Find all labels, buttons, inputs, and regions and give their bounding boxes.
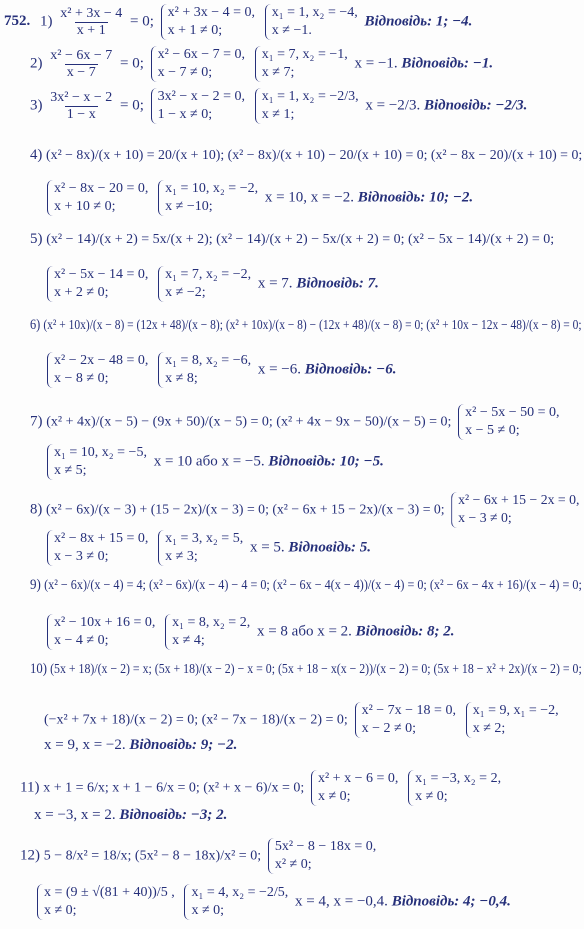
system bbox=[165, 614, 250, 650]
system bbox=[158, 266, 251, 302]
system-line: x − 4 ≠ 0; bbox=[54, 633, 109, 648]
system-line: x² − 6x + 15 − 2x = 0, bbox=[458, 493, 580, 508]
system bbox=[47, 530, 148, 566]
system-line: x₁ = 10, x₂ = −5, bbox=[54, 445, 147, 460]
system-line: x ≠ 8; bbox=[165, 371, 198, 386]
answer: Відповідь: −3; 2. bbox=[119, 807, 228, 823]
system-line: x² − 8x + 15 = 0, bbox=[54, 531, 149, 546]
system-line: x − 8 ≠ 0; bbox=[54, 371, 109, 386]
problem-12 bbox=[20, 838, 379, 874]
system bbox=[37, 884, 175, 920]
system-line: x² − 7x − 18 = 0, bbox=[361, 703, 456, 718]
item-label: 4) bbox=[30, 147, 43, 163]
denominator: x + 1 bbox=[76, 22, 106, 38]
system-line: x₁ = 10, x₂ = −2, bbox=[165, 181, 259, 196]
problem-6 bbox=[30, 318, 582, 333]
result: x = −3, x = 2. bbox=[34, 807, 116, 823]
result: x = 10, x = −2. bbox=[264, 189, 354, 206]
system-line: x² ≠ 0; bbox=[274, 857, 312, 872]
answer: Відповідь: 1; −4. bbox=[364, 13, 473, 30]
result: x = 9, x = −2. bbox=[44, 737, 126, 753]
result: x = 5. bbox=[249, 539, 285, 556]
answer: Відповідь: −2/3. bbox=[423, 97, 528, 114]
system-line: 1 − x ≠ 0; bbox=[157, 107, 213, 122]
system-line: x² − 8x − 20 = 0, bbox=[54, 181, 149, 196]
system-line: x₁ = −3, x₂ = 2, bbox=[415, 771, 502, 786]
problem-12-systems bbox=[34, 884, 511, 920]
system-line: x² + x − 6 = 0, bbox=[317, 771, 399, 786]
equation-line: (x² − 14)/(x + 2) = 5x/(x + 2); (x² − 14)/(x + 2) − 5x/(x + 2) = 0; (x² − 5x − 14)/(x + 2) = 0; bbox=[46, 232, 555, 247]
problem-8 bbox=[30, 492, 582, 528]
system-line: x² − 5x − 14 = 0, bbox=[54, 267, 149, 282]
system bbox=[408, 770, 501, 806]
item-label: 11) bbox=[20, 779, 40, 796]
system-line: x₁ = 4, x₂ = −2/5, bbox=[191, 885, 289, 900]
problem-8-systems bbox=[44, 530, 371, 566]
numerator: x² − 6x − 7 bbox=[50, 47, 113, 63]
system bbox=[151, 88, 245, 124]
system-line: x ≠ 0; bbox=[44, 903, 77, 918]
system bbox=[458, 404, 559, 440]
system bbox=[311, 770, 398, 806]
system bbox=[158, 530, 243, 566]
result: x = 4, x = −0,4. bbox=[295, 893, 388, 910]
system-line: x₁ = 8, x₂ = 2, bbox=[172, 615, 251, 630]
equals: = 0; bbox=[120, 55, 144, 72]
problem-10-line2 bbox=[44, 702, 562, 738]
system-line: x ≠ −1. bbox=[271, 23, 312, 38]
equation-line: (x² − 8x)/(x + 10) = 20/(x + 10); (x² − 8x)/(x + 10) − 20/(x + 10) = 0; (x² − 8x − 20)/(x + 10) = 0; bbox=[46, 148, 583, 163]
system-line: x − 2 ≠ 0; bbox=[361, 721, 417, 736]
equation-line: (x² + 10x)/(x − 8) = (12x + 48)/(x − 8); (x² + 10x)/(x − 8) − (12x + 48)/(x − 8) = 0; (x² + 10x − 12x − 48)/(x − 8) = 0; bbox=[43, 318, 582, 333]
system-line: x ≠ 1; bbox=[261, 107, 295, 122]
system-line: x₁ = 7, x₂ = −2, bbox=[165, 267, 252, 282]
system-line: x₁ = 1, x₂ = −2/3, bbox=[261, 89, 359, 104]
fraction bbox=[48, 49, 114, 80]
system-line: x − 3 ≠ 0; bbox=[458, 511, 512, 526]
item-label: 7) bbox=[30, 413, 43, 430]
item-label: 3) bbox=[30, 97, 43, 114]
problem-3 bbox=[30, 88, 527, 124]
equation-line: (x² + 4x)/(x − 5) − (9x + 50)/(x − 5) = 0; (x² + 4x − 9x − 50)/(x − 5) = 0; bbox=[46, 414, 452, 430]
system bbox=[161, 4, 255, 40]
equals: = 0; bbox=[120, 97, 144, 114]
problem-4 bbox=[30, 148, 582, 163]
equation-line: (x² − 6x)/(x − 3) + (15 − 2x)/(x − 3) = 0; (x² − 6x + 15 − 2x)/(x − 3) = 0; bbox=[45, 502, 445, 518]
system-line: x ≠ 0; bbox=[191, 903, 225, 918]
answer: Відповідь: 9; −2. bbox=[129, 737, 238, 753]
system-line: x ≠ 7; bbox=[261, 65, 295, 80]
result: x = −1. bbox=[354, 55, 398, 72]
denominator: x − 7 bbox=[66, 64, 96, 80]
fraction bbox=[48, 91, 114, 122]
equation-line: (x² − 6x)/(x − 4) = 4; (x² − 6x)/(x − 4) − 4 = 0; (x² − 6x − 4(x − 4))/(x − 4) = 0; (x² − 6x − 4x + 16)/(x − 4) = 0; bbox=[44, 578, 582, 593]
item-label: 8) bbox=[30, 501, 43, 518]
problem-11-answer bbox=[34, 808, 227, 823]
item-label: 9) bbox=[30, 577, 41, 593]
equation-line: x + 1 = 6/x; x + 1 − 6/x = 0; (x² + x − 6)/x = 0; bbox=[43, 780, 305, 796]
answer: Відповідь: 4; −0,4. bbox=[391, 893, 511, 910]
system bbox=[47, 614, 155, 650]
answer: Відповідь: 10; −2. bbox=[357, 189, 474, 206]
system bbox=[158, 352, 251, 388]
system-line: x₁ = 8, x₂ = −6, bbox=[165, 353, 252, 368]
problem-11 bbox=[20, 770, 504, 806]
problem-7 bbox=[30, 404, 563, 440]
system bbox=[47, 352, 148, 388]
result: x = −2/3. bbox=[365, 97, 421, 114]
system bbox=[355, 702, 456, 738]
system-line: x ≠ −10; bbox=[165, 199, 213, 214]
system-line: x − 3 ≠ 0; bbox=[54, 549, 109, 564]
system-line: x ≠ −2; bbox=[165, 285, 206, 300]
system-line: x ≠ 5; bbox=[54, 463, 87, 478]
item-label: 1) bbox=[40, 13, 53, 30]
system-line: x + 10 ≠ 0; bbox=[54, 199, 116, 214]
problem-7-systems bbox=[44, 444, 384, 480]
item-label: 2) bbox=[30, 55, 43, 72]
fraction bbox=[58, 7, 124, 38]
system-line: x ≠ 3; bbox=[165, 549, 198, 564]
item-label: 12) bbox=[20, 847, 40, 864]
problem-4-systems bbox=[44, 180, 473, 216]
item-label: 10) bbox=[30, 661, 47, 677]
item-label: 5) bbox=[30, 231, 43, 247]
equation-line: (−x² + 7x + 18)/(x − 2) = 0; (x² − 7x − 18)/(x − 2) = 0; bbox=[44, 712, 348, 728]
equation-line: (5x + 18)/(x − 2) = x; (5x + 18)/(x − 2) − x = 0; (5x + 18 − x(x − 2))/(x − 2) = 0; (5x + 18 − x² + 2x)/(x − 2) = 0; bbox=[50, 662, 582, 677]
answer: Відповідь: 10; −5. bbox=[268, 453, 384, 470]
system-line: x² − 6x − 7 = 0, bbox=[157, 47, 246, 62]
problem-1 bbox=[4, 4, 472, 40]
problem-10 bbox=[30, 662, 582, 677]
system-line: x ≠ 0; bbox=[317, 789, 351, 804]
system bbox=[184, 884, 288, 920]
problem-9 bbox=[30, 578, 582, 593]
problem-2 bbox=[30, 46, 493, 82]
system bbox=[158, 180, 258, 216]
answer: Відповідь: 7. bbox=[296, 275, 379, 292]
problem-5-systems bbox=[44, 266, 379, 302]
system bbox=[451, 492, 579, 528]
answer: Відповідь: −6. bbox=[304, 361, 397, 378]
system-line: x ≠ 4; bbox=[172, 633, 205, 648]
system-line: x₁ = 9, x₁ = −2, bbox=[472, 703, 559, 718]
system-line: x₁ = 3, x₂ = 5, bbox=[165, 531, 244, 546]
system-line: x ≠ 2; bbox=[472, 721, 506, 736]
numerator: x² + 3x − 4 bbox=[60, 5, 123, 21]
system-line: x² − 2x − 48 = 0, bbox=[54, 353, 149, 368]
system-line: x + 1 ≠ 0; bbox=[167, 23, 223, 38]
system bbox=[47, 266, 148, 302]
system bbox=[268, 838, 376, 874]
system bbox=[255, 88, 359, 124]
equals: = 0; bbox=[130, 13, 154, 30]
system-line: x² + 3x − 4 = 0, bbox=[167, 5, 256, 20]
system bbox=[47, 180, 148, 216]
result: x = 7. bbox=[257, 275, 293, 292]
system-line: x − 5 ≠ 0; bbox=[465, 423, 520, 438]
system-line: 5x² − 8 − 18x = 0, bbox=[274, 839, 377, 854]
system-line: x² − 10x + 16 = 0, bbox=[54, 615, 156, 630]
system-line: x₁ = 1, x₂ = −4, bbox=[271, 5, 358, 20]
equation-line: 5 − 8/x² = 18/x; (5x² − 8 − 18x)/x² = 0; bbox=[43, 848, 262, 864]
answer: Відповідь: −1. bbox=[401, 55, 494, 72]
problem-5 bbox=[30, 232, 554, 247]
denominator: 1 − x bbox=[66, 106, 96, 122]
system bbox=[466, 702, 559, 738]
system-line: x² − 5x − 50 = 0, bbox=[465, 405, 560, 420]
system bbox=[151, 46, 245, 82]
system bbox=[255, 46, 348, 82]
answer: Відповідь: 5. bbox=[288, 539, 372, 556]
system-line: x = (9 ± √(81 + 40))/5 , bbox=[44, 885, 175, 900]
result: x = 10 або x = −5. bbox=[153, 453, 265, 470]
problem-6-systems bbox=[44, 352, 396, 388]
system-line: x₁ = 7, x₂ = −1, bbox=[261, 47, 348, 62]
result: x = 8 або x = 2. bbox=[256, 623, 352, 640]
system-line: x − 7 ≠ 0; bbox=[157, 65, 213, 80]
result: x = −6. bbox=[257, 361, 302, 378]
item-label: 6) bbox=[30, 317, 41, 333]
numerator: 3x² − x − 2 bbox=[50, 89, 113, 105]
system-line: x ≠ 0; bbox=[415, 789, 448, 804]
answer: Відповідь: 8; 2. bbox=[355, 623, 455, 640]
system-line: x + 2 ≠ 0; bbox=[54, 285, 109, 300]
problem-10-answer bbox=[44, 738, 237, 753]
system-line: 3x² − x − 2 = 0, bbox=[157, 89, 246, 104]
system bbox=[47, 444, 147, 480]
exercise-number: 752. bbox=[4, 13, 31, 30]
problem-9-systems bbox=[44, 614, 455, 650]
system bbox=[265, 4, 358, 40]
